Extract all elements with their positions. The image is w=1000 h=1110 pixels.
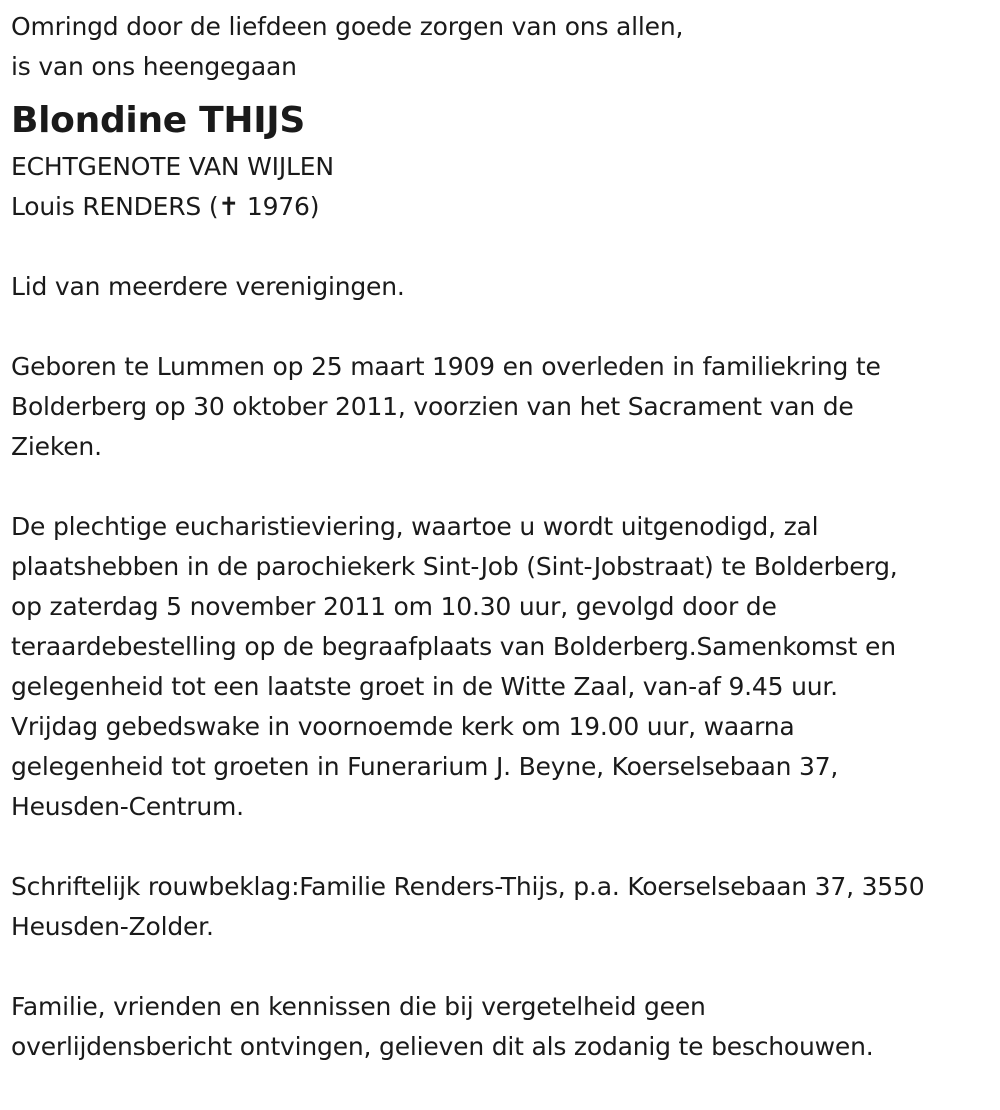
paragraph-line: gelegenheid tot een laatste groet in de Witte Zaal, van-af 9.45 uur. <box>11 672 838 701</box>
paragraph-line: op zaterdag 5 november 2011 om 10.30 uur, gevolgd door de <box>11 592 777 621</box>
paragraph-line: Heusden-Zolder. <box>11 912 214 941</box>
death-notice <box>11 7 996 1067</box>
spacer <box>11 227 996 267</box>
paragraph-line: Zieken. <box>11 432 102 461</box>
relation-line: ECHTGENOTE VAN WIJLEN <box>11 152 334 181</box>
spacer <box>11 307 996 347</box>
spouse-line: Louis RENDERS (✝ 1976) <box>11 192 320 221</box>
birth-death-paragraph <box>11 347 996 467</box>
paragraph-line: overlijdensbericht ontvingen, gelieven dit als zodanig te beschouwen. <box>11 1032 874 1061</box>
closing-paragraph <box>11 987 996 1067</box>
paragraph-line: Heusden-Centrum. <box>11 792 244 821</box>
spacer <box>11 467 996 507</box>
spacer <box>11 947 996 987</box>
deceased-name: Blondine THIJS <box>11 100 306 141</box>
paragraph-line: De plechtige eucharistieviering, waartoe u wordt uitgenodigd, zal <box>11 512 819 541</box>
paragraph-line: gelegenheid tot groeten in Funerarium J. Beyne, Koerselsebaan 37, <box>11 752 839 781</box>
intro-line-1: Omringd door de liefdeen goede zorgen van ons allen, <box>11 12 684 41</box>
spacer <box>11 827 996 867</box>
paragraph-line: teraardebestelling op de begraafplaats van Bolderberg.Samenkomst en <box>11 632 896 661</box>
paragraph-line: Schriftelijk rouwbeklag:Familie Renders-Thijs, p.a. Koerselsebaan 37, 3550 <box>11 872 925 901</box>
intro-line-2: is van ons heengegaan <box>11 52 297 81</box>
paragraph-line: plaatshebben in de parochiekerk Sint-Job (Sint-Jobstraat) te Bolderberg, <box>11 552 898 581</box>
paragraph-line: Bolderberg op 30 oktober 2011, voorzien van het Sacrament van de <box>11 392 854 421</box>
membership-line: Lid van meerdere verenigingen. <box>11 272 405 301</box>
condolences-paragraph <box>11 867 996 947</box>
ceremony-paragraph <box>11 507 996 827</box>
paragraph-line: Vrijdag gebedswake in voornoemde kerk om 19.00 uur, waarna <box>11 712 795 741</box>
paragraph-line: Geboren te Lummen op 25 maart 1909 en overleden in familiekring te <box>11 352 881 381</box>
paragraph-line: Familie, vrienden en kennissen die bij vergetelheid geen <box>11 992 706 1021</box>
